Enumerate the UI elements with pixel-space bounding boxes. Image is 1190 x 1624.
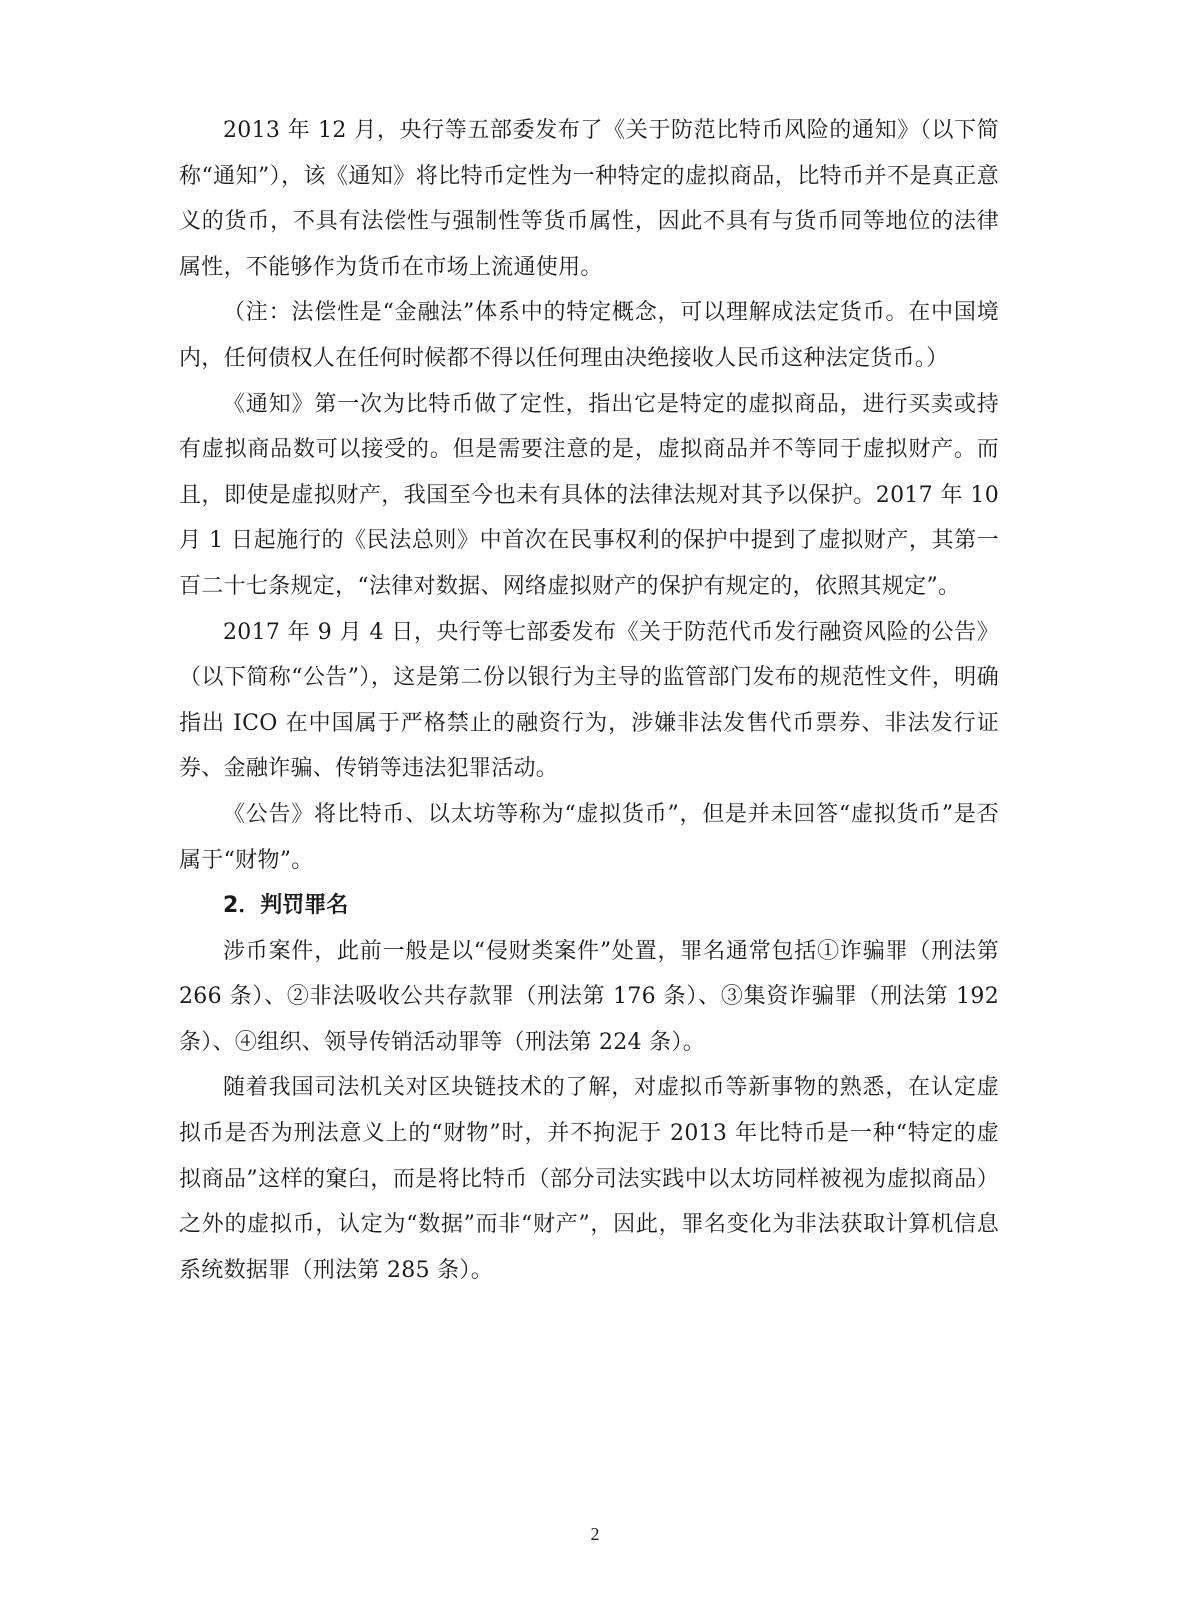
paragraph-virtual-commodity: 《通知》第一次为比特币做了定性，指出它是特定的虚拟商品，进行买卖或持有虚拟商品数可以接受的。但是需要注意的是，虚拟商品并不等同于虚拟财产。而且，即使是虚拟财产，我国至今也未有具体的法律法规对其予以保护。2017 年 10 月 1 日起施行的《民法总则》中首次在民事权利的保护中提到了虚拟财产，其第一百二十七条规定，“法律对数据、网络虚拟财产的保护有规定的，依照其规定”。 — [179, 391, 999, 599]
page-number: 2 — [590, 1524, 600, 1544]
paragraph-legal-tender-note: （注：法偿性是“金融法”体系中的特定概念，可以理解成法定货币。在中国境内，任何债权人在任何时候都不得以任何理由决绝接收人民币这种法定货币。） — [179, 300, 999, 371]
paragraph-notice-2013: 2013 年 12 月，央行等五部委发布了《关于防范比特币风险的通知》（以下简称“通知”），该《通知》将比特币定性为一种特定的虚拟商品，比特币并不是真正意义的货币，不具有法偿性与强制性等货币属性，因此不具有与货币同等地位的法律属性，不能够作为货币在市场上流通使用。 — [179, 118, 999, 280]
paragraph-announcement-2017: 2017 年 9 月 4 日，央行等七部委发布《关于防范代币发行融资风险的公告》（以下简称“公告”），这是第二份以银行为主导的监管部门发布的规范性文件，明确指出 ICO 在中国属于严格禁止的融资行为，涉嫌非法发售代币票券、非法发行证券、金融诈骗、传销等违法犯罪活动。 — [179, 619, 999, 782]
document-body — [179, 108, 999, 1293]
paragraph-charges: 涉币案件，此前一般是以“侵财类案件”处置，罪名通常包括①诈骗罪（刑法第 266 条）、②非法吸收公共存款罪（刑法第 176 条）、③集资诈骗罪（刑法第 192 条）、④组织、领导传销活动罪等（刑法第 224 条）。 — [179, 938, 999, 1055]
paragraph-judicial-practice: 随着我国司法机关对区块链技术的了解，对虚拟币等新事物的熟悉，在认定虚拟币是否为刑法意义上的“财物”时，并不拘泥于 2013 年比特币是一种“特定的虚拟商品”这样的窠臼，而是将比特币（部分司法实践中以太坊同样被视为虚拟商品）之外的虚拟币，认定为“数据”而非“财产”，因此，罪名变化为非法获取计算机信息系统数据罪（刑法第 285 条）。 — [179, 1075, 999, 1283]
paragraph-virtual-currency: 《公告》将比特币、以太坊等称为“虚拟货币”，但是并未回答“虚拟货币”是否属于“财物”。 — [179, 801, 999, 873]
section-heading: 2．判罚罪名 — [223, 893, 349, 919]
